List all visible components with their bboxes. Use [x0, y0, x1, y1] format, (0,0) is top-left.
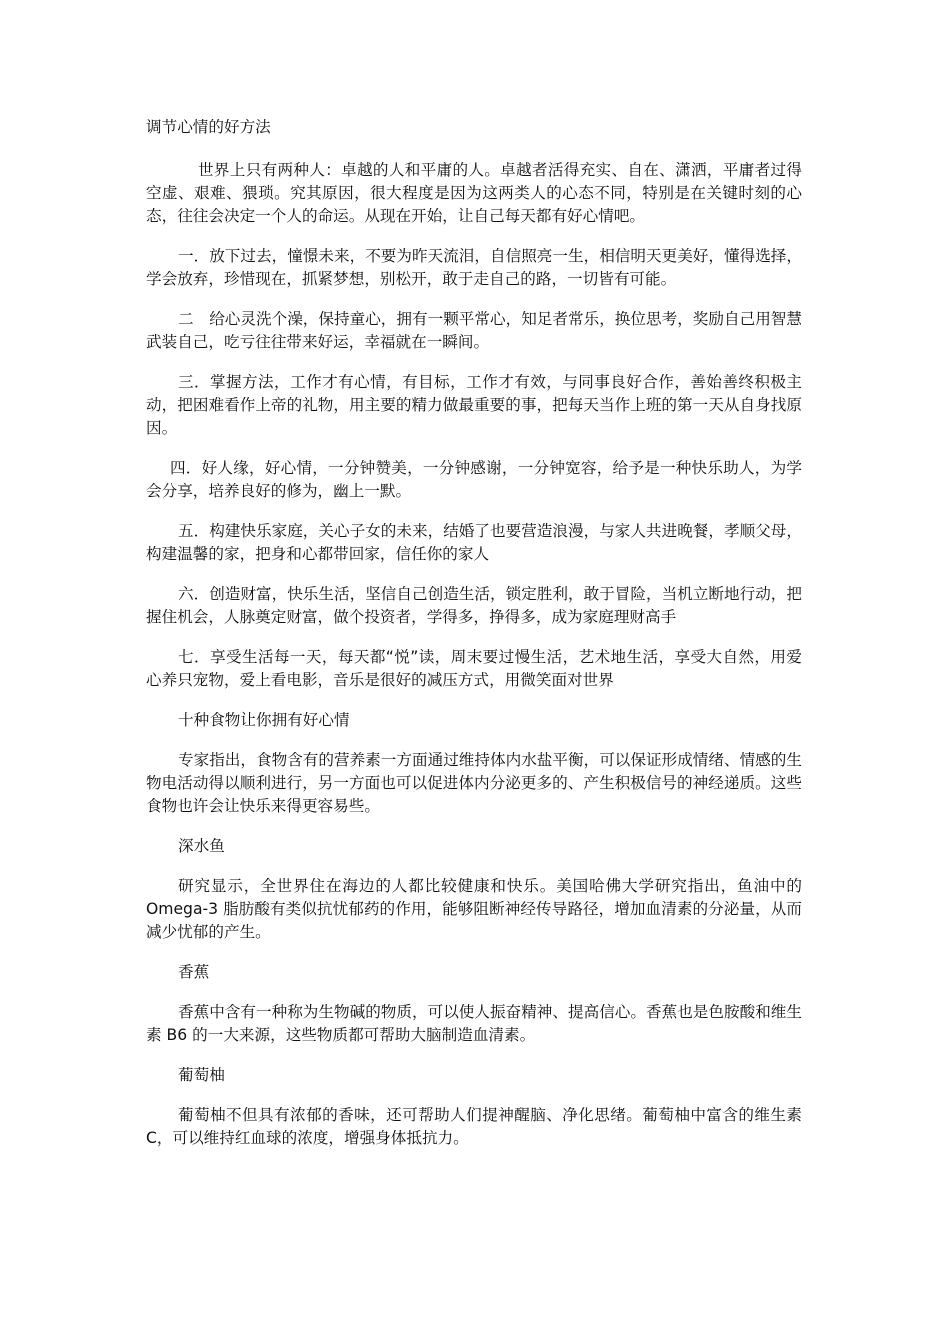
- method-paragraph-7: 七．享受生活每一天，每天都“悦”读，周末要过慢生活，艺术地生活，享受大自然，用爱心养只宠物，爱上看电影，音乐是很好的减压方式，用微笑面对世界: [146, 648, 802, 689]
- intro-paragraph: 世界上只有两种人：卓越的人和平庸的人。卓越者活得充实、自在、潇洒，平庸者过得空虚、艰难、猥琐。究其原因，很大程度是因为这两类人的心态不同，特别是在关键时刻的心态，往往会决定一个人的命运。从现在开始，让自己每天都有好心情吧。: [146, 161, 802, 225]
- food-item-text-fish: 研究显示，全世界住在海边的人都比较健康和快乐。美国哈佛大学研究指出，鱼油中的 Omega-3 脂肪酸有类似抗忧郁药的作用，能够阻断神经传导路径，增加血清素的分泌量，从而减少忧郁的产生。: [146, 877, 802, 941]
- method-paragraph-1: 一．放下过去，憧憬未来，不要为昨天流泪，自信照亮一生，相信明天更美好，懂得选择，学会放弃，珍惜现在，抓紧梦想，别松开，敢于走自己的路，一切皆有可能。: [146, 247, 802, 288]
- document-title: 调节心情的好方法: [146, 118, 271, 136]
- food-section-intro: 专家指出，食物含有的营养素一方面通过维持体内水盐平衡，可以保证形成情绪、情感的生物电活动得以顺利进行，另一方面也可以促进体内分泌更多的、产生积极信号的神经递质。这些食物也许会让快乐来得更容易些。: [146, 751, 802, 815]
- food-item-heading-grapefruit: 葡萄柚: [178, 1066, 225, 1084]
- method-paragraph-3: 三．掌握方法，工作才有心情，有目标，工作才有效，与同事良好合作，善始善终积极主动，把困难看作上帝的礼物，用主要的精力做最重要的事，把每天当作上班的第一天从自身找原因。: [146, 373, 802, 437]
- food-item-text-banana: 香蕉中含有一种称为生物碱的物质，可以使人振奋精神、提高信心。香蕉也是色胺酸和维生素 B6 的一大来源，这些物质都可帮助大脑制造血清素。: [146, 1003, 802, 1044]
- method-paragraph-2: 二 给心灵洗个澡，保持童心，拥有一颗平常心，知足者常乐，换位思考，奖励自己用智慧武装自己，吃亏往往带来好运，幸福就在一瞬间。: [146, 310, 802, 351]
- document-body: [146, 116, 802, 1167]
- food-item-heading-fish: 深水鱼: [178, 837, 225, 855]
- food-item-heading-banana: 香蕉: [178, 963, 210, 981]
- method-paragraph-4: 四．好人缘，好心情，一分钟赞美，一分钟感谢，一分钟宽容，给予是一种快乐助人，为学会分享，培养良好的修为，幽上一默。: [146, 459, 802, 500]
- method-paragraph-6: 六．创造财富，快乐生活，坚信自己创造生活，锁定胜利，敢于冒险，当机立断地行动，把握住机会，人脉奠定财富，做个投资者，学得多，挣得多，成为家庭理财高手: [146, 585, 802, 626]
- food-item-text-grapefruit: 葡萄柚不但具有浓郁的香味，还可帮助人们提神醒脑、净化思绪。葡萄柚中富含的维生素 C，可以维持红血球的浓度，增强身体抵抗力。: [146, 1106, 802, 1147]
- method-paragraph-5: 五．构建快乐家庭，关心子女的未来，结婚了也要营造浪漫，与家人共进晚餐，孝顺父母，构建温馨的家，把身和心都带回家，信任你的家人: [146, 522, 802, 563]
- food-section-heading: 十种食物让你拥有好心情: [178, 711, 350, 729]
